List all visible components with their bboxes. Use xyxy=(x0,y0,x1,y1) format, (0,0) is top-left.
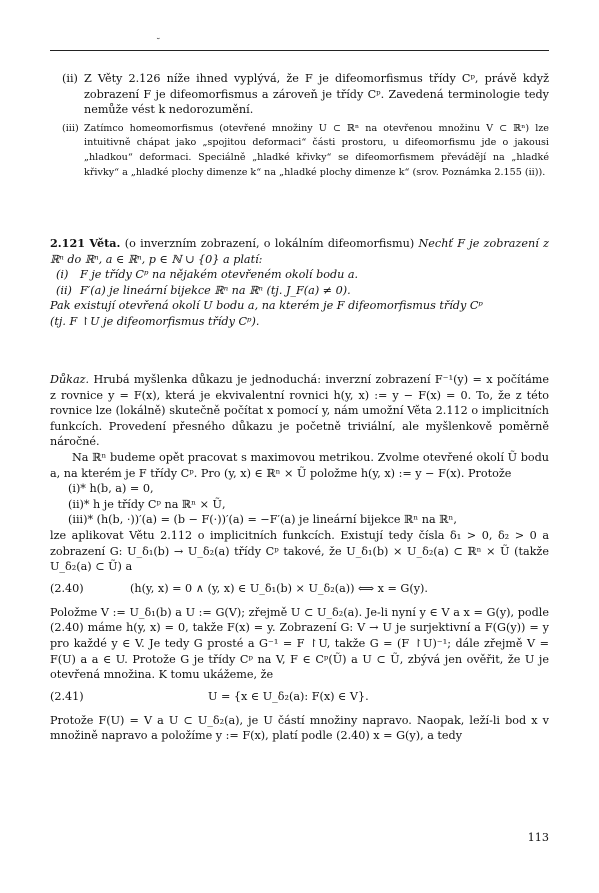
proof-paragraph-2: Na ℝⁿ budeme opět pracovat s maximovou metrikou. Zvolme otevřené okolí Ũ bodu a, na kterém je F třídy Cᵖ. Pro (y, x) ∈ ℝⁿ × Ũ položme h(y, x) := y − F(x). Protože xyxy=(50,450,549,480)
proof-paragraph-1 xyxy=(50,372,549,450)
proof-paragraph-4: Položme V := U_δ₁(b) a U := G(V); zřejmě U ⊂ U_δ₂(a). Je-li nyní y ∈ V a x = G(y), podle (2.40) máme h(y, x) = 0, takže F(x) = y. Zobrazení G: V → U je surjektivní a F(G(y)) = y pro každé y ∈ V. Je tedy G prosté a G⁻¹ = F ↾U, takže G = (F ↾U)⁻¹; dále zřejmě V = F(U) a a ∈ U. Protože G je třídy Cᵖ na V, F ∈ Cᵖ(Ũ) a U ⊂ Ũ, zbývá jen ověřit, že U je otevřená množina. K tomu ukážeme, že xyxy=(50,605,549,682)
theorem-heading: 2.121 Věta. (o inverzním zobrazení, o lokálním difeomorfismu) Nechť F je zobrazení z ℝⁿ do ℝⁿ, a ∈ ℝⁿ, p ∈ ℕ ∪ {0} a platí: xyxy=(50,236,549,266)
theorem-condition-i xyxy=(50,267,549,283)
header-rule xyxy=(50,50,549,51)
proof-star-ii: (ii)* h je třídy Cᵖ na ℝⁿ × Ũ, xyxy=(68,497,226,511)
proof-label: Důkaz. xyxy=(50,373,90,386)
proof-paragraph-3: lze aplikovat Větu 2.112 o implicitních funkcích. Existují tedy čísla δ₁ > 0, δ₂ > 0 a zobrazení G: U_δ₁(b) → U_δ₂(a) třídy Cᵖ takové, že U_δ₁(b) × U_δ₂(a) ⊂ ℝⁿ × Ũ (takže U_δ₂(a) ⊂ Ũ) a xyxy=(50,528,549,574)
proof-text: Hrubá myšlenka důkazu je jednoduchá: inverzní zobrazení F⁻¹(y) = x počítáme z rovnice y = F(x), která je ekvivalentní rovnici h(y, x) := y − F(x) = 0. To, že z této rovnice lze (lokálně) skutečně počítat x pomocí y, nám umožní Věta 2.112 o implicitních funkcích. Provedení přesného důkazu je početně triviální, ale myšlenkově poměrně náročné. xyxy=(50,373,549,449)
remark-item-number: (ii) xyxy=(62,72,78,85)
condition-number: (i) xyxy=(56,268,69,282)
theorem-conclusion-line-2: (tj. F ↾U je difeomorfismus třídy Cᵖ). xyxy=(50,314,260,328)
condition-number: (ii) xyxy=(56,283,72,297)
proof-block xyxy=(50,372,549,744)
proof-paragraph-5: Protože F(U) = V a U ⊂ U_δ₂(a), je U částí množiny napravo. Naopak, leží-li bod x v množině napravo a položíme y := F(x), platí podle (2.40) x = G(y), a tedy xyxy=(50,713,549,743)
equation-body: U = {x ∈ U_δ₂(a): F(x) ∈ V}. xyxy=(208,689,369,703)
equation-body: (h(y, x) = 0 ∧ (y, x) ∈ U_δ₁(b) × U_δ₂(a)) ⟺ x = G(y). xyxy=(130,581,428,595)
condition-text: F′(a) je lineární bijekce ℝⁿ na ℝⁿ (tj. J_F(a) ≠ 0). xyxy=(80,283,351,297)
remark-item-text: Z Věty 2.126 níže ihned vyplývá, že F je difeomorfismus třídy Cᵖ, právě když zobrazení F je difeomorfismus a zároveň je třídy Cᵖ. Zavedená terminologie tedy nemůže vést k nedorozumění. xyxy=(84,72,549,117)
theorem-title: Věta xyxy=(89,236,117,250)
equation-number: (2.41) xyxy=(50,689,84,703)
remark-item-iii xyxy=(50,122,549,180)
remark-list xyxy=(50,71,549,180)
equation-2-40 xyxy=(50,581,549,599)
theorem-condition-ii xyxy=(50,283,549,299)
proof-star-i: (i)* h(b, a) = 0, xyxy=(68,482,154,496)
remark-item-text: Zatímco homeomorfismus (otevřené množiny U ⊂ ℝⁿ na otevřenou množinu V ⊂ ℝⁿ) lze intuitivně chápat jako „spojitou deformaci“ části prostoru, u difeomorfismu jde o jakousi „hladkou“ deformaci. Speciálně „hladké křivky“ se difeomorfismem převádějí na „hladké křivky“ a „hladké plochy dimenze k“ na „hladké plochy dimenze k“ (srov. Poznámka 2.155 (ii)). xyxy=(84,122,549,178)
theorem-conclusion xyxy=(50,298,549,329)
theorem-conclusion-line-1: Pak existují otevřená okolí U bodu a, na kterém je F difeomorfismus třídy Cᵖ xyxy=(50,299,483,313)
remark-item-number: (iii) xyxy=(62,122,79,134)
condition-text: F je třídy Cᵖ na nějakém otevřeném okolí bodu a. xyxy=(80,268,359,282)
page-number: 113 xyxy=(527,831,549,844)
theorem-block xyxy=(50,236,549,330)
theorem-intro: Nechť F je zobrazení z ℝⁿ do ℝⁿ, a ∈ ℝⁿ, p ∈ ℕ ∪ {0} a platí: xyxy=(50,237,549,266)
equation-number: (2.40) xyxy=(50,581,84,595)
equation-2-41 xyxy=(50,689,549,707)
proof-star-iii: (iii)* (h(b, ·))′(a) = (b − F(·))′(a) = −F′(a) je lineární bijekce ℝⁿ na ℝⁿ, xyxy=(68,513,457,527)
theorem-subtitle: (o inverzním zobrazení, o lokálním difeomorfismu) xyxy=(124,237,415,250)
header-mark: ˘ xyxy=(156,38,161,48)
remark-item-ii xyxy=(50,71,549,118)
theorem-number: 2.121 xyxy=(50,236,86,250)
